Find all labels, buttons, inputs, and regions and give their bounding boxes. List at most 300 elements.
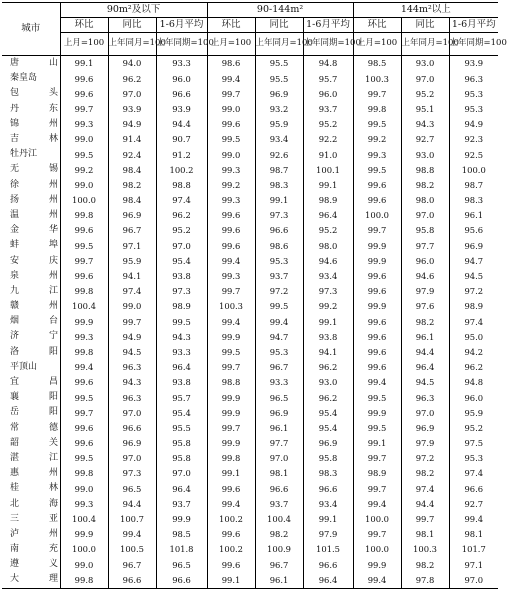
- value-cell: 97.8: [401, 572, 449, 588]
- value-cell: 99.2: [60, 162, 108, 177]
- col-header-avg: 1-6月平均: [303, 18, 353, 33]
- value-cell: 99.7: [60, 253, 108, 268]
- value-cell: 98.2: [108, 178, 156, 193]
- value-cell: 101.5: [303, 542, 353, 557]
- value-cell: 95.4: [303, 421, 353, 436]
- value-cell: 99.9: [207, 390, 255, 405]
- table-header: [2, 3, 507, 56]
- value-cell: 98.7: [255, 162, 303, 177]
- value-cell: 95.9: [255, 117, 303, 132]
- value-cell: 96.7: [255, 360, 303, 375]
- value-cell: 99.7: [108, 314, 156, 329]
- value-cell: 94.8: [303, 56, 353, 72]
- value-cell: 99.9: [353, 238, 401, 253]
- value-cell: 98.4: [108, 193, 156, 208]
- value-cell: 99.5: [156, 314, 207, 329]
- city-name: 赣州: [10, 301, 58, 312]
- city-name: 惠州: [10, 468, 58, 479]
- value-cell: 98.9: [449, 299, 498, 314]
- value-cell: 98.1: [401, 527, 449, 542]
- value-cell: 92.3: [449, 132, 498, 147]
- value-cell: 99.6: [60, 71, 108, 86]
- value-cell: 99.5: [60, 238, 108, 253]
- value-cell: 97.3: [255, 208, 303, 223]
- value-cell: 93.4: [303, 496, 353, 511]
- value-cell: 95.8: [156, 436, 207, 451]
- table-row: [2, 223, 498, 238]
- value-cell: 99.6: [60, 86, 108, 101]
- city-name: 九江: [10, 285, 58, 296]
- value-cell: 97.4: [449, 466, 498, 481]
- value-cell: 92.4: [108, 147, 156, 162]
- value-cell: 98.2: [401, 466, 449, 481]
- value-cell: 101.8: [156, 542, 207, 557]
- city-name: 安庆: [10, 255, 58, 266]
- value-cell: 99.5: [60, 451, 108, 466]
- table-row: [2, 71, 498, 86]
- value-cell: 99.1: [207, 572, 255, 588]
- value-cell: 99.7: [401, 512, 449, 527]
- value-cell: 93.8: [303, 329, 353, 344]
- value-cell: 98.9: [156, 299, 207, 314]
- table-row: [2, 86, 498, 101]
- value-cell: 99.8: [60, 345, 108, 360]
- value-cell: 94.2: [449, 345, 498, 360]
- value-cell: 99.8: [60, 572, 108, 588]
- col-subheader-avg: 上年同期=100: [449, 33, 498, 56]
- value-cell: 96.7: [108, 223, 156, 238]
- city-cell: [2, 269, 60, 284]
- value-cell: 99.8: [60, 284, 108, 299]
- value-cell: 99.7: [353, 451, 401, 466]
- value-cell: 99.8: [207, 451, 255, 466]
- value-cell: 98.5: [353, 56, 401, 72]
- value-cell: 94.5: [401, 375, 449, 390]
- city-cell: [2, 496, 60, 511]
- value-cell: 95.2: [303, 117, 353, 132]
- table-row: [2, 527, 498, 542]
- city-name: 泉州: [10, 270, 58, 281]
- city-cell: [2, 71, 60, 86]
- value-cell: 97.7: [255, 436, 303, 451]
- value-cell: 99.4: [353, 572, 401, 588]
- value-cell: 99.2: [207, 178, 255, 193]
- col-header-huanbi: 环比: [353, 18, 401, 33]
- table-row: [2, 375, 498, 390]
- table-row: [2, 208, 498, 223]
- value-cell: 92.6: [255, 147, 303, 162]
- col-subheader-huanbi: 上月=100: [207, 33, 255, 56]
- value-cell: 94.6: [401, 269, 449, 284]
- value-cell: 97.0: [156, 238, 207, 253]
- city-cell: [2, 572, 60, 588]
- value-cell: 94.5: [108, 345, 156, 360]
- value-cell: 96.2: [449, 360, 498, 375]
- value-cell: 99.4: [353, 496, 401, 511]
- value-cell: 99.6: [207, 208, 255, 223]
- value-cell: 95.3: [255, 253, 303, 268]
- value-cell: 98.6: [255, 238, 303, 253]
- value-cell: 99.5: [353, 162, 401, 177]
- value-cell: 94.9: [449, 117, 498, 132]
- value-cell: 96.5: [108, 481, 156, 496]
- table-row: [2, 496, 498, 511]
- value-cell: 99.9: [207, 405, 255, 420]
- city-cell: [2, 253, 60, 268]
- city-cell: [2, 56, 60, 72]
- city-name: 韶关: [10, 437, 58, 448]
- table-row: [2, 132, 498, 147]
- value-cell: 99.0: [60, 481, 108, 496]
- value-cell: 99.3: [60, 117, 108, 132]
- value-cell: 100.2: [156, 162, 207, 177]
- value-cell: 96.9: [108, 436, 156, 451]
- value-cell: 99.5: [207, 132, 255, 147]
- city-cell: [2, 208, 60, 223]
- value-cell: 96.2: [303, 390, 353, 405]
- value-cell: 93.0: [303, 375, 353, 390]
- value-cell: 99.7: [353, 223, 401, 238]
- value-cell: 99.3: [60, 496, 108, 511]
- value-cell: 96.9: [255, 86, 303, 101]
- city-name: 洛阳: [10, 346, 58, 357]
- value-cell: 97.0: [401, 405, 449, 420]
- value-cell: 96.6: [108, 421, 156, 436]
- city-cell: [2, 375, 60, 390]
- value-cell: 96.3: [449, 71, 498, 86]
- value-cell: 93.9: [449, 56, 498, 72]
- value-cell: 94.4: [156, 117, 207, 132]
- city-cell: [2, 193, 60, 208]
- city-cell: [2, 436, 60, 451]
- value-cell: 97.2: [401, 451, 449, 466]
- price-index-table-container: [2, 2, 507, 589]
- value-cell: 100.0: [449, 162, 498, 177]
- value-cell: 99.4: [207, 314, 255, 329]
- value-cell: 99.0: [108, 299, 156, 314]
- value-cell: 95.5: [255, 71, 303, 86]
- group-header-small-area: 90m²及以下: [60, 3, 207, 18]
- value-cell: 99.7: [207, 86, 255, 101]
- table-row: [2, 56, 498, 72]
- value-cell: 99.9: [353, 405, 401, 420]
- value-cell: 96.5: [255, 390, 303, 405]
- value-cell: 100.5: [108, 542, 156, 557]
- col-header-tongbi: 同比: [108, 18, 156, 33]
- value-cell: 100.0: [60, 193, 108, 208]
- city-name: 金华: [10, 225, 58, 236]
- table-row: [2, 178, 498, 193]
- value-cell: 96.7: [255, 557, 303, 572]
- city-cell: [2, 299, 60, 314]
- value-cell: 96.1: [449, 208, 498, 223]
- value-cell: 99.5: [353, 117, 401, 132]
- value-cell: 99.9: [207, 436, 255, 451]
- city-name: 烟台: [10, 316, 58, 327]
- city-cell: [2, 132, 60, 147]
- value-cell: 99.1: [60, 56, 108, 72]
- value-cell: 96.4: [401, 360, 449, 375]
- value-cell: 96.9: [255, 405, 303, 420]
- value-cell: 93.7: [303, 102, 353, 117]
- value-cell: 95.0: [449, 329, 498, 344]
- value-cell: 96.9: [303, 436, 353, 451]
- city-cell: [2, 329, 60, 344]
- value-cell: 95.1: [401, 102, 449, 117]
- table-row: [2, 451, 498, 466]
- price-index-table: [2, 2, 507, 589]
- table-body: [2, 56, 498, 589]
- value-cell: 90.7: [156, 132, 207, 147]
- city-name: 扬州: [10, 194, 58, 205]
- value-cell: 99.1: [303, 178, 353, 193]
- value-cell: 96.0: [303, 86, 353, 101]
- city-cell: [2, 466, 60, 481]
- value-cell: 96.6: [303, 557, 353, 572]
- value-cell: 99.6: [60, 269, 108, 284]
- table-row: [2, 162, 498, 177]
- value-cell: 96.4: [303, 208, 353, 223]
- value-cell: 99.9: [353, 299, 401, 314]
- value-cell: 95.8: [401, 223, 449, 238]
- value-cell: 99.6: [353, 360, 401, 375]
- value-cell: 94.4: [108, 496, 156, 511]
- value-cell: 97.4: [108, 284, 156, 299]
- value-cell: 99.6: [207, 527, 255, 542]
- city-name: 吉林: [10, 134, 58, 145]
- value-cell: 99.6: [353, 314, 401, 329]
- city-cell: [2, 102, 60, 117]
- value-cell: 94.3: [156, 329, 207, 344]
- value-cell: 95.4: [156, 405, 207, 420]
- city-name: 包头: [10, 88, 58, 99]
- col-header-huanbi: 环比: [207, 18, 255, 33]
- value-cell: 99.5: [353, 390, 401, 405]
- city-name: 丹东: [10, 103, 58, 114]
- value-cell: 95.8: [156, 451, 207, 466]
- city-cell: [2, 360, 60, 375]
- value-cell: 95.6: [449, 223, 498, 238]
- value-cell: 99.0: [207, 102, 255, 117]
- value-cell: 93.9: [156, 102, 207, 117]
- col-subheader-tongbi: 上年同月=100: [401, 33, 449, 56]
- city-cell: [2, 117, 60, 132]
- value-cell: 98.5: [156, 527, 207, 542]
- value-cell: 98.0: [401, 193, 449, 208]
- value-cell: 91.0: [303, 147, 353, 162]
- value-cell: 94.5: [449, 269, 498, 284]
- value-cell: 93.7: [255, 269, 303, 284]
- value-cell: 94.4: [401, 496, 449, 511]
- value-cell: 97.0: [255, 451, 303, 466]
- value-cell: 99.5: [207, 345, 255, 360]
- value-cell: 96.7: [108, 557, 156, 572]
- value-cell: 97.0: [108, 405, 156, 420]
- value-cell: 95.3: [449, 451, 498, 466]
- city-name: 锦州: [10, 118, 58, 129]
- value-cell: 99.6: [60, 436, 108, 451]
- value-cell: 99.4: [353, 375, 401, 390]
- value-cell: 97.3: [303, 284, 353, 299]
- value-cell: 99.6: [353, 329, 401, 344]
- city-name: 常德: [10, 422, 58, 433]
- city-cell: [2, 147, 60, 162]
- value-cell: 99.7: [60, 102, 108, 117]
- value-cell: 99.5: [60, 147, 108, 162]
- group-header-large-area: 144m²以上: [353, 3, 498, 18]
- value-cell: 93.8: [156, 269, 207, 284]
- value-cell: 97.3: [108, 466, 156, 481]
- city-cell: [2, 223, 60, 238]
- value-cell: 93.3: [255, 375, 303, 390]
- col-subheader-tongbi: 上年同月=100: [255, 33, 303, 56]
- col-subheader-avg: 上年同期=100: [303, 33, 353, 56]
- value-cell: 99.9: [60, 314, 108, 329]
- value-cell: 92.2: [303, 132, 353, 147]
- value-cell: 99.6: [207, 481, 255, 496]
- value-cell: 96.4: [156, 360, 207, 375]
- value-cell: 99.8: [353, 102, 401, 117]
- city-name: 无锡: [10, 164, 58, 175]
- value-cell: 95.7: [156, 390, 207, 405]
- value-cell: 95.2: [156, 223, 207, 238]
- value-cell: 97.0: [401, 71, 449, 86]
- table-row: [2, 481, 498, 496]
- value-cell: 100.4: [255, 512, 303, 527]
- value-cell: 96.6: [255, 223, 303, 238]
- value-cell: 95.5: [156, 421, 207, 436]
- city-cell: [2, 284, 60, 299]
- value-cell: 95.3: [449, 86, 498, 101]
- city-cell: [2, 451, 60, 466]
- value-cell: 99.6: [207, 238, 255, 253]
- value-cell: 99.6: [353, 269, 401, 284]
- city-name: 大理: [10, 574, 58, 585]
- value-cell: 96.0: [449, 390, 498, 405]
- value-cell: 98.3: [303, 466, 353, 481]
- col-header-tongbi: 同比: [401, 18, 449, 33]
- city-name: 秦皇岛: [10, 73, 38, 84]
- value-cell: 98.8: [207, 375, 255, 390]
- value-cell: 97.9: [303, 527, 353, 542]
- table-row: [2, 512, 498, 527]
- value-cell: 99.4: [255, 314, 303, 329]
- table-row: [2, 466, 498, 481]
- value-cell: 99.9: [60, 527, 108, 542]
- table-row: [2, 557, 498, 572]
- value-cell: 98.1: [255, 466, 303, 481]
- value-cell: 95.3: [449, 102, 498, 117]
- value-cell: 96.3: [108, 360, 156, 375]
- table-row: [2, 117, 498, 132]
- col-header-avg: 1-6月平均: [449, 18, 498, 33]
- city-cell: [2, 527, 60, 542]
- value-cell: 99.4: [207, 496, 255, 511]
- value-cell: 94.7: [255, 329, 303, 344]
- table-row: [2, 102, 498, 117]
- value-cell: 99.6: [60, 375, 108, 390]
- value-cell: 95.9: [449, 405, 498, 420]
- value-cell: 97.5: [449, 436, 498, 451]
- value-cell: 96.6: [255, 481, 303, 496]
- value-cell: 99.6: [353, 178, 401, 193]
- table-row: [2, 572, 498, 588]
- value-cell: 99.5: [255, 299, 303, 314]
- city-name: 桂林: [10, 483, 58, 494]
- value-cell: 99.7: [207, 360, 255, 375]
- value-cell: 94.6: [303, 253, 353, 268]
- city-name: 牡丹江: [10, 149, 38, 160]
- value-cell: 93.4: [303, 269, 353, 284]
- value-cell: 96.9: [401, 421, 449, 436]
- value-cell: 93.3: [156, 345, 207, 360]
- value-cell: 99.9: [207, 329, 255, 344]
- value-cell: 94.8: [449, 375, 498, 390]
- value-cell: 96.6: [156, 572, 207, 588]
- value-cell: 94.1: [303, 345, 353, 360]
- value-cell: 100.7: [108, 512, 156, 527]
- value-cell: 97.9: [401, 284, 449, 299]
- city-cell: [2, 178, 60, 193]
- value-cell: 96.3: [401, 390, 449, 405]
- value-cell: 91.2: [156, 147, 207, 162]
- value-cell: 95.4: [303, 405, 353, 420]
- table-row: [2, 299, 498, 314]
- group-header-medium-area: 90-144m²: [207, 3, 353, 18]
- col-subheader-avg: 上年同期=100: [156, 33, 207, 56]
- table-row: [2, 421, 498, 436]
- value-cell: 98.1: [449, 527, 498, 542]
- value-cell: 98.2: [401, 557, 449, 572]
- value-cell: 99.9: [353, 253, 401, 268]
- value-cell: 96.9: [108, 208, 156, 223]
- value-cell: 99.4: [108, 527, 156, 542]
- city-cell: [2, 542, 60, 557]
- table-row: [2, 405, 498, 420]
- value-cell: 92.5: [449, 147, 498, 162]
- value-cell: 95.9: [108, 253, 156, 268]
- value-cell: 96.2: [108, 71, 156, 86]
- value-cell: 99.2: [303, 299, 353, 314]
- value-cell: 99.7: [207, 284, 255, 299]
- city-cell: [2, 86, 60, 101]
- value-cell: 94.9: [108, 117, 156, 132]
- value-cell: 97.6: [401, 299, 449, 314]
- value-cell: 98.8: [401, 162, 449, 177]
- value-cell: 95.2: [303, 223, 353, 238]
- city-name: 泸州: [10, 528, 58, 539]
- value-cell: 96.1: [255, 572, 303, 588]
- value-cell: 93.0: [401, 56, 449, 72]
- value-cell: 98.2: [401, 178, 449, 193]
- city-cell: [2, 421, 60, 436]
- value-cell: 95.5: [255, 56, 303, 72]
- value-cell: 99.6: [60, 421, 108, 436]
- value-cell: 93.0: [401, 147, 449, 162]
- col-header-avg: 1-6月平均: [156, 18, 207, 33]
- value-cell: 97.1: [449, 557, 498, 572]
- city-name: 北海: [10, 498, 58, 509]
- value-cell: 99.1: [255, 193, 303, 208]
- value-cell: 98.2: [255, 527, 303, 542]
- value-cell: 93.7: [156, 496, 207, 511]
- value-cell: 96.1: [401, 329, 449, 344]
- table-row: [2, 253, 498, 268]
- value-cell: 99.1: [303, 512, 353, 527]
- value-cell: 99.4: [207, 253, 255, 268]
- value-cell: 99.7: [353, 481, 401, 496]
- value-cell: 93.9: [108, 102, 156, 117]
